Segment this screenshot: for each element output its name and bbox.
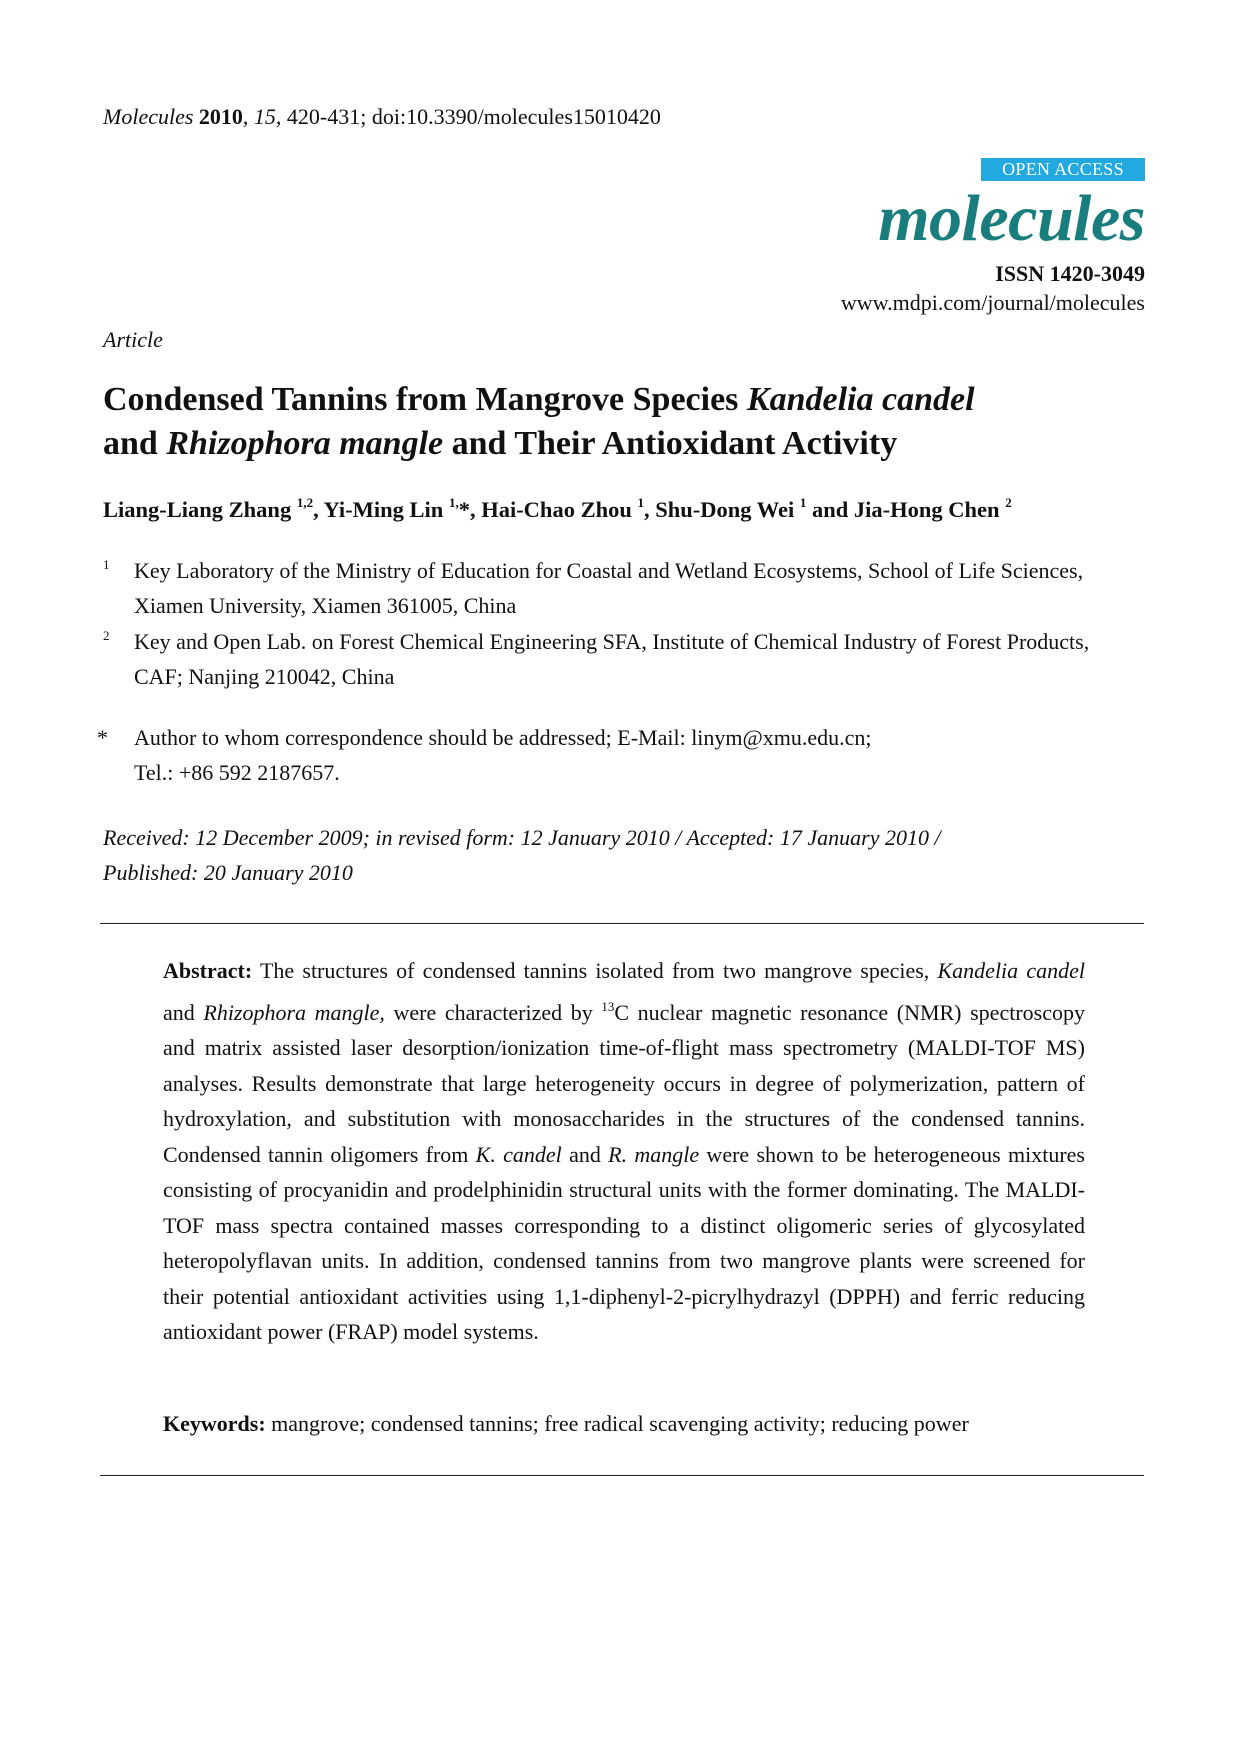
publication-dates — [103, 820, 1143, 890]
abstract-label: Abstract: — [163, 958, 253, 983]
keywords-label: Keywords: — [163, 1411, 266, 1436]
author-list — [103, 495, 1012, 523]
author-name: Yi-Ming Lin — [323, 497, 444, 522]
title-part: and — [103, 425, 167, 462]
paper-title — [103, 378, 1143, 466]
correspondence-mark: * — [97, 725, 108, 750]
citation-year: 2010 — [198, 104, 243, 129]
abstract-text: The structures of condensed tannins isolated from two mangrove species, — [252, 958, 938, 983]
author-separator: and — [806, 497, 854, 522]
citation-pages-doi: , 420-431; doi:10.3390/molecules15010420 — [275, 104, 661, 129]
abstract-text: C nuclear magnetic resonance (NMR) spectroscopy and matrix assisted laser desorption/ionization time-of-flight mass spectrometry (MALDI-TOF MS) analyses. Results demonstrate that large heterogeneity occurs in degree of polymerization, pattern of hydroxylation, and substitution with monosaccharides in the structures of the condensed tannins. Condensed tannin oligomers from — [163, 999, 1085, 1167]
abstract-text: were characterized by — [384, 999, 602, 1025]
citation-line: Molecules 2010, 15, 420-431; doi:10.3390/molecules15010420 — [103, 104, 661, 129]
keywords — [163, 1406, 1085, 1441]
citation-journal: Molecules — [103, 104, 194, 129]
author-name: Shu-Dong Wei — [655, 497, 795, 522]
affiliation-2 — [103, 624, 1143, 694]
affiliation-1 — [103, 553, 1143, 623]
title-species: Kandelia candel — [746, 381, 975, 418]
title-part: Condensed Tannins from Mangrove Species — [103, 381, 747, 418]
article-type: Article — [103, 327, 163, 352]
correspondence-line: Author to whom correspondence should be addressed; E-Mail: linym@xmu.edu.cn; — [134, 725, 872, 750]
title-part: and Their Antioxidant Activity — [443, 425, 898, 462]
correspondence-line: Tel.: +86 592 2187657. — [134, 760, 340, 785]
journal-website: www.mdpi.com/journal/molecules — [840, 290, 1145, 315]
divider-bottom — [100, 1475, 1144, 1476]
abstract-superscript: 13 — [601, 998, 615, 1014]
citation-volume: 15 — [253, 104, 276, 129]
correspondence — [97, 720, 1143, 790]
abstract-species: K. candel — [475, 1141, 562, 1167]
abstract-text: were shown to be heterogeneous mixtures consisting of procyanidin and prodelphinidin structural units with the former dominating. The MALDI-TOF mass spectra contained masses corresponding to a distinct oligomeric series of glycosylated heteropolyflavan units. In addition, condensed tannins from two mangrove plants were screened for their potential antioxidant activities using 1,1-diphenyl-2-picrylhydrazyl (DPPH) and ferric reducing antioxidant power (FRAP) model systems. — [163, 1141, 1085, 1344]
abstract-species: R. mangle — [608, 1141, 700, 1167]
title-species: Rhizophora mangle — [166, 425, 444, 462]
author-separator: , — [469, 497, 482, 522]
author-name: Hai-Chao Zhou — [481, 497, 632, 522]
author-affiliation-mark: 1, — [448, 495, 459, 510]
affiliation-number: 2 — [103, 628, 110, 643]
issn: ISSN 1420-3049 — [995, 261, 1145, 286]
abstract-text: and — [561, 1141, 609, 1167]
journal-logo: molecules — [878, 182, 1145, 255]
author-separator: , — [643, 497, 656, 522]
abstract-species: Kandelia candel — [937, 958, 1085, 983]
affiliation-text: Key and Open Lab. on Forest Chemical Engineering SFA, Institute of Chemical Industry of Forest Products, CAF; Nanjing 210042, China — [134, 629, 1090, 689]
author-affiliation-mark: 1 — [637, 495, 644, 510]
author-name: Jia-Hong Chen — [853, 497, 1000, 522]
corresponding-star: * — [458, 497, 470, 522]
keywords-text: mangrove; condensed tannins; free radical scavenging activity; reducing power — [265, 1411, 969, 1436]
open-access-badge: OPEN ACCESS — [981, 158, 1145, 181]
dates-line: Received: 12 December 2009; in revised form: 12 January 2010 / Accepted: 17 January 2010 / — [103, 825, 941, 850]
author-affiliation-mark: 2 — [1005, 495, 1012, 510]
author-affiliation-mark: 1,2 — [296, 495, 314, 510]
dates-line: Published: 20 January 2010 — [103, 860, 353, 885]
abstract-text: and — [163, 999, 204, 1025]
author-separator: , — [313, 497, 324, 522]
abstract-species: Rhizophora mangle, — [203, 999, 385, 1025]
affiliation-number: 1 — [103, 557, 110, 572]
author-affiliation-mark: 1 — [799, 495, 807, 510]
divider-top — [100, 923, 1144, 924]
author-name: Liang-Liang Zhang — [103, 497, 292, 522]
abstract — [163, 953, 1085, 1350]
affiliation-text: Key Laboratory of the Ministry of Education for Coastal and Wetland Ecosystems, School of Life Sciences, Xiamen University, Xiamen 361005, China — [134, 558, 1084, 618]
